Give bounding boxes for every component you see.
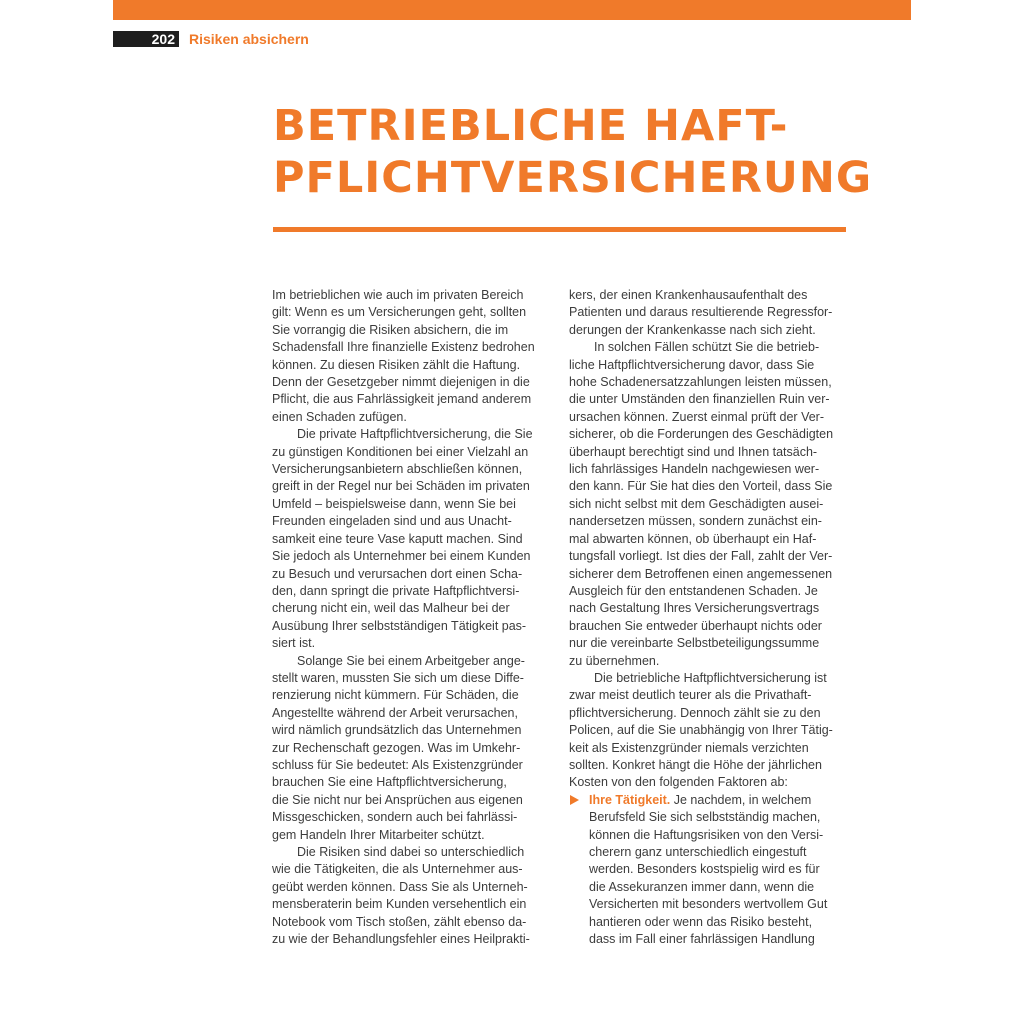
text-line: den, dann springt die private Haftpflichtversi- (272, 583, 520, 598)
text-line: Notebook vom Tisch stoßen, zählt ebenso da- (272, 914, 527, 929)
text-line: zu Besuch und verursachen dort einen Scha- (272, 566, 523, 581)
text-line: die unter Umständen den finanziellen Ruin ver- (569, 392, 830, 407)
text-line: nandersetzen müssen, sondern zunächst ein- (569, 514, 822, 529)
text-line: wie die Tätigkeiten, die als Unternehmer aus- (272, 862, 523, 877)
text-line: brauchen Sie eine Haftpflichtversicherung, (272, 775, 507, 790)
text-line: Die betriebliche Haftpflichtversicherung ist (594, 670, 827, 685)
text-line: nur die vereinbarte Selbstbeteiligungssumme (569, 636, 820, 651)
text-line: zu günstigen Konditionen bei einer Vielzahl an (272, 444, 529, 459)
text-line: Pflicht, die aus Fahrlässigkeit jemand anderem (272, 392, 532, 407)
text-line: geübt werden können. Dass Sie als Unterneh- (272, 879, 528, 894)
body-column-right (569, 287, 847, 948)
text-line: pflichtversicherung. Dennoch zählt sie zu den (569, 705, 821, 720)
text-line: sich nicht selbst mit dem Geschädigten ausei- (569, 496, 824, 511)
bullet-arrow-icon (570, 795, 579, 805)
text-line: hohe Schadenersatzzahlungen leisten müssen, (569, 375, 832, 390)
text-line: einen Schaden zufügen. (272, 409, 407, 424)
text-line: Policen, auf die Sie unabhängig von Ihrer Tätig- (569, 723, 833, 738)
text-line: Sie jedoch als Unternehmer bei einem Kunden (272, 549, 531, 564)
text-line: Missgeschicken, sondern auch bei fahrlässi- (272, 810, 518, 825)
text-line: stellt waren, mussten Sie sich um diese Diffe- (272, 670, 524, 685)
text-line: Schadensfall Ihre finanzielle Existenz bedrohen (272, 340, 535, 355)
article-title (273, 100, 893, 204)
text-line: die Assekuranzen immer dann, wenn die (589, 879, 815, 894)
text-line: Versicherungsanbietern abschließen können, (272, 462, 523, 477)
text-line: können die Haftungsrisiken von den Versi- (589, 827, 824, 842)
text-line: ursachen können. Zuerst einmal prüft der Ver- (569, 409, 824, 424)
text-line: Die Risiken sind dabei so unterschiedlich (297, 845, 525, 859)
right-column-text (569, 287, 847, 792)
section-title: Risiken absichern (189, 31, 309, 47)
text-line: Berufsfeld Sie sich selbstständig machen, (589, 810, 821, 825)
text-line: liche Haftpflichtversicherung davor, dass Sie (569, 357, 815, 372)
text-line: mensberaterin beim Kunden versehentlich ein (272, 897, 527, 912)
text-line: zu übernehmen. (569, 653, 660, 668)
text-line: gilt: Wenn es um Versicherungen geht, sollten (272, 305, 527, 320)
bullet-continuation (569, 809, 847, 948)
text-line: zu wie der Behandlungsfehler eines Heilprakti- (272, 932, 530, 947)
title-underline (273, 227, 846, 232)
text-line: sollten. Konkret hängt die Höhe der jährlichen (569, 757, 822, 772)
text-line: überhaupt berechtigt sind und Ihnen tatsäch- (569, 444, 818, 459)
body-column-left (272, 287, 550, 948)
text-line: samkeit eine teure Vase kaputt machen. Sind (272, 531, 523, 546)
text-line: Umfeld – beispielsweise dann, wenn Sie bei (272, 496, 516, 511)
text-line: zur Rechenschaft gezogen. Was im Umkehr- (272, 740, 521, 755)
text-line: können. Zu diesen Risiken zählt die Haftung. (272, 357, 521, 372)
bullet-highlight: Ihre Tätigkeit. (589, 792, 671, 807)
text-line: Freunden eingeladen sind und aus Unacht- (272, 514, 512, 529)
text-line: kers, der einen Krankenhausaufenthalt des (569, 288, 808, 302)
text-line: siert ist. (272, 636, 316, 651)
text-line: Sie vorrangig die Risiken absichern, die im (272, 322, 509, 337)
text-line: Versicherten mit besonders wertvollem Gut (589, 897, 828, 912)
bullet-first-line-text: Je nachdem, in welchem (670, 792, 812, 807)
text-line: derungen der Krankenkasse nach sich zieht. (569, 322, 816, 337)
text-line: werden. Besonders kostspielig wird es für (589, 862, 820, 877)
text-line: Im betrieblichen wie auch im privaten Bereich (272, 288, 524, 302)
text-line: sicherer, ob die Forderungen des Geschädigten (569, 427, 834, 442)
text-line: schluss für Sie bedeutet: Als Existenzgründer (272, 757, 523, 772)
text-line: Patienten und daraus resultierende Regressfor- (569, 305, 833, 320)
text-line: wird nämlich grundsätzlich das Unternehmen (272, 723, 522, 738)
text-line: Kosten von den folgenden Faktoren ab: (569, 775, 788, 790)
text-line: Angestellte während der Arbeit verursachen, (272, 705, 518, 720)
top-accent-bar (113, 0, 911, 20)
text-line: lich fahrlässiges Handeln nachgewiesen wer- (569, 462, 820, 477)
text-line: greift in der Regel nur bei Schäden im privaten (272, 479, 530, 494)
text-line: tungsfall vorliegt. Ist dies der Fall, zahlt der Ver- (569, 549, 833, 564)
text-line: gem Handeln Ihrer Mitarbeiter schützt. (272, 827, 485, 842)
text-line: brauchen Sie entweder überhaupt nichts oder (569, 618, 822, 633)
text-line: Ausgleich für den entstandenen Schaden. Je (569, 583, 818, 598)
text-line: cherern ganz unterschiedlich eingestuft (589, 845, 807, 859)
text-line: dass im Fall einer fahrlässigen Handlung (589, 932, 815, 947)
text-line: Die private Haftpflichtversicherung, die Sie (297, 427, 533, 442)
text-line: renzierung nicht kümmern. Für Schäden, die (272, 688, 519, 703)
text-line: nach Gestaltung Ihres Versicherungsvertrags (569, 601, 820, 616)
text-line: die Sie nicht nur bei Ansprüchen aus eigenen (272, 792, 523, 807)
bullet-first-line (569, 792, 847, 809)
text-line: keit als Existenzgründer niemals verzichten (569, 740, 809, 755)
bullet-item (569, 792, 847, 949)
text-line: zwar meist deutlich teurer als die Privathaft- (569, 688, 812, 703)
text-line: cherung nicht ein, weil das Malheur bei der (272, 601, 510, 616)
text-line: In solchen Fällen schützt Sie die betrieb- (594, 340, 820, 355)
page-number: 202 (151, 31, 175, 47)
article-title-line: PFLICHTVERSICHERUNG (273, 153, 873, 203)
article-title-line: BETRIEBLICHE HAFT- (273, 101, 789, 151)
text-line: Denn der Gesetzgeber nimmt diejenigen in die (272, 375, 530, 390)
text-line: Solange Sie bei einem Arbeitgeber ange- (297, 653, 525, 668)
text-line: Ausübung Ihrer selbstständigen Tätigkeit pas- (272, 618, 527, 633)
text-line: hantieren oder wenn das Risiko besteht, (589, 914, 813, 929)
text-line: mal abwarten können, ob überhaupt ein Haf- (569, 531, 817, 546)
text-line: den kann. Für Sie hat dies den Vorteil, dass Sie (569, 479, 833, 494)
text-line: sicherer dem Betroffenen einen angemessenen (569, 566, 833, 581)
